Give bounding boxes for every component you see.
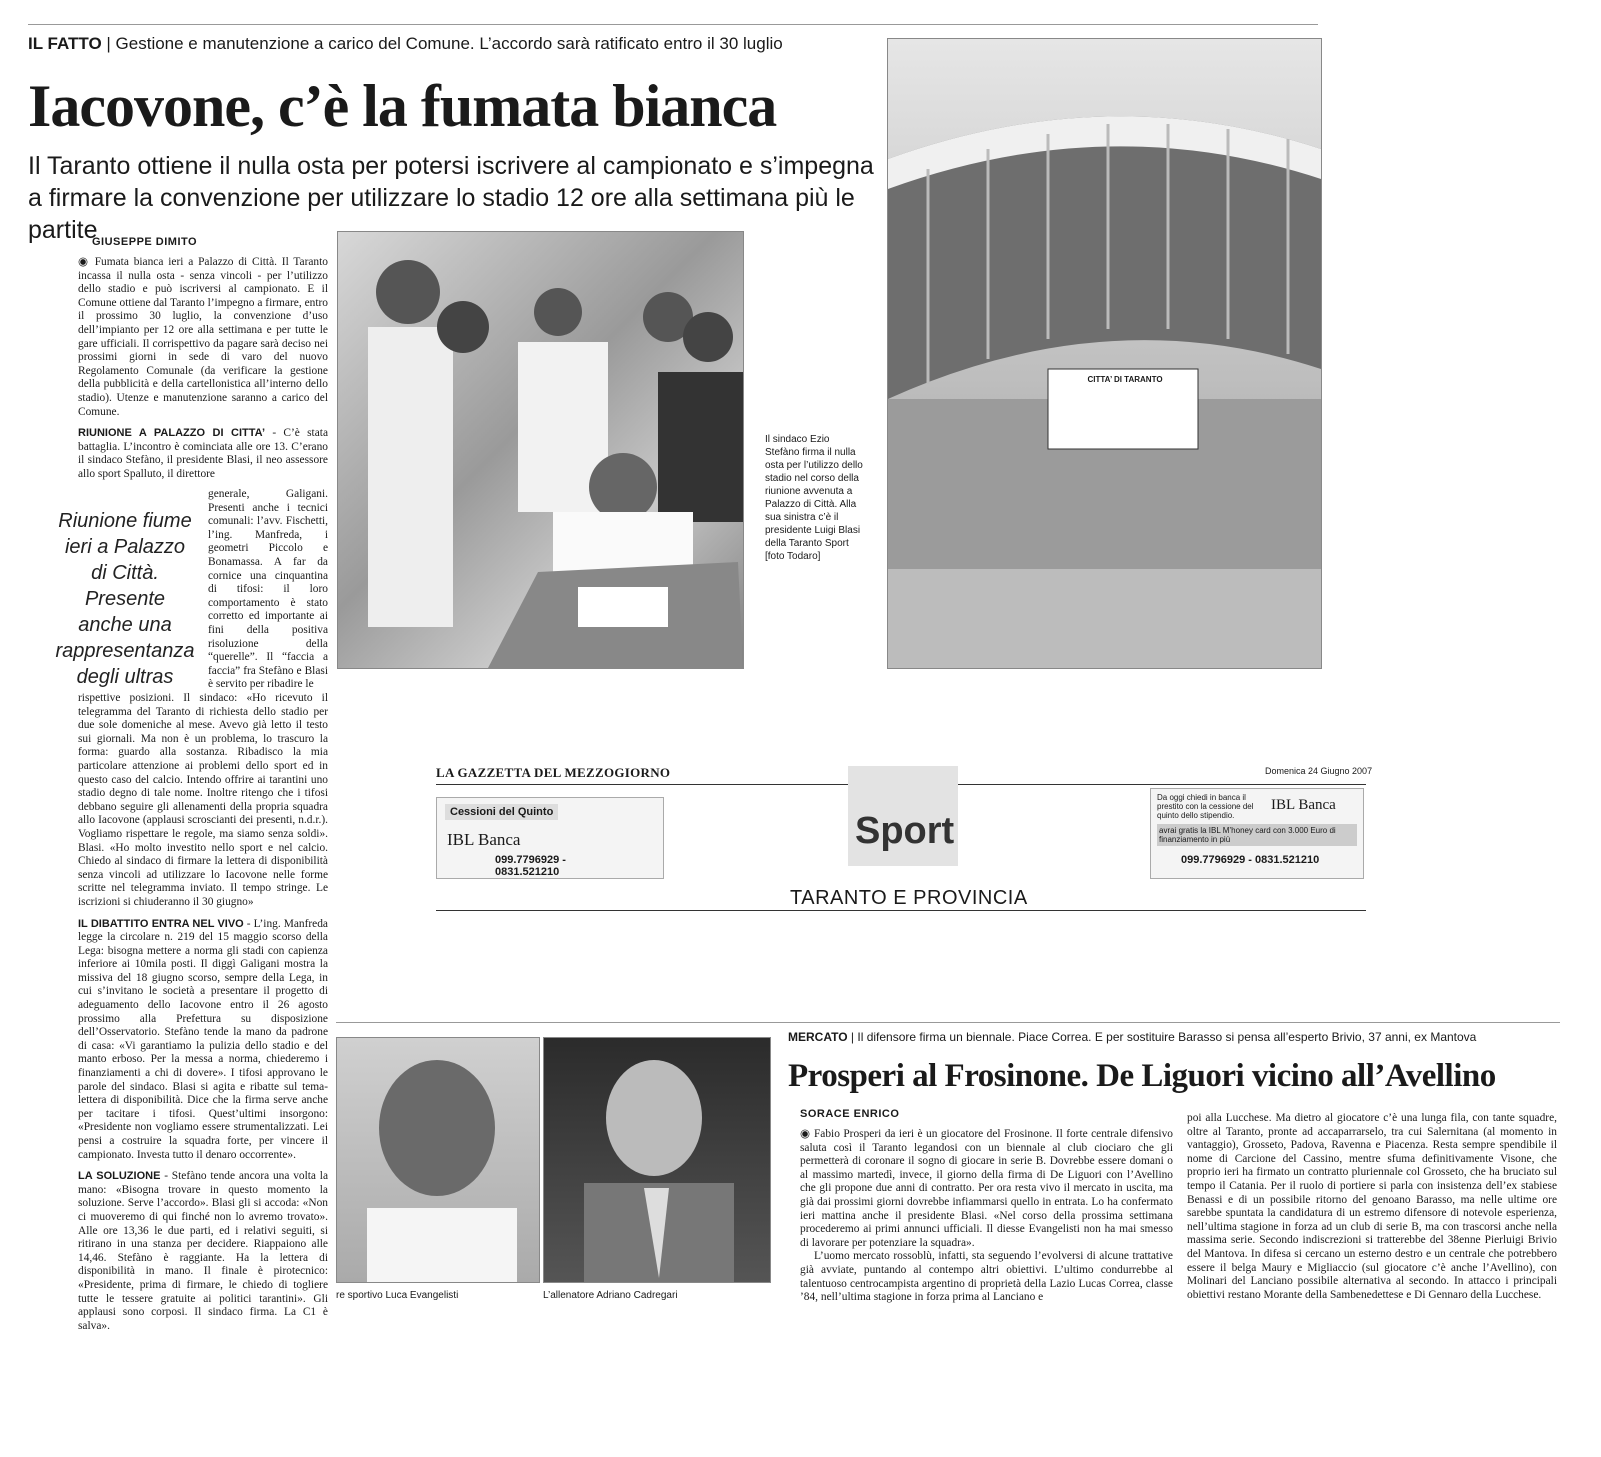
ad-left-phone: 099.7796929 - 0831.521210 (495, 854, 566, 878)
subhead-soluzione: LA SOLUZIONE (78, 1170, 161, 1183)
ad-right (1150, 788, 1364, 879)
photo-caption: Il sindaco Ezio Stefàno firma il nulla osta per l’utilizzo dello stadio nel corso della riunione avvenuta a Palazzo di Città. Alla sua sinistra c’è il presidente Luigi Blasi della Taranto Sport [foto Todaro] (765, 434, 863, 562)
article-2-paragraph-3: poi alla Lucchese. Ma dietro al giocatore c’è una lunga fila, con tante squadre, oltre al Taranto, pronte ad accaparrarselo, tra cui Salernitana (al momento in vantaggio), Grosseto, Padova, Ravenna e Piacenza. Resta sempre spendibile il nome di Carcione del Cassino, mentre sfuma definitivamente Visone, che proprio ieri ha firmato un contratto pluriennale col Grosseto, che ha bruciato sul tempo il Catania. Per il ruolo di portiere si parla con insistenza dell’ex stabiese Benassi e di un possibile ritorno del genoano Barasso, ma nelle ultime ore sarebbe spuntata la candidatura di un estremo difensore di notevole esperienza, nell’ultima stagione in forza ad un club di serie B, ma con trascorsi anche nella massima serie. Secondo indiscrezioni si tratterebbe del 38enne Pierluigi Brivio del Mantova. In difesa si cercano un esterno destro e un centrale che potrebbero essere il belga Maury e Migliaccio (sul giocatore c’è anche l’Avellino), con Molinari del Lanciano possibile alternativa al secondo. In attacco i principali obiettivi restano Morante della Sambenedettese e Di Gennaro della Lucchese. (1187, 1112, 1557, 1301)
article-paragraph-1: Fumata bianca ieri a Palazzo di Città. Il Taranto incassa il nulla osta - senza vincoli - per l’utilizzo dello stadio e può iscriversi al campionato. E il Comune ottiene dal Taranto l’impegno a firmare, entro il prossimo 30 luglio, la convenzione d’uso dell’impianto per 12 ore alla settimana e per tutte le gare ufficiali. Il corrispettivo da pagare sarà deciso nei prossimi giorni in sede di varo del nuovo Regolamento Comunale (da verificare la gestione della pubblicità e della cartellonistica all’interno dello stadio). Utenze e manutenzione saranno a carico del Comune. (78, 256, 328, 418)
article-column-top (78, 256, 328, 482)
stadium-photo (887, 38, 1322, 669)
top-rule (28, 24, 1318, 25)
article-2-column-2 (1187, 1112, 1557, 1310)
region-title: TARANTO E PROVINCIA (790, 887, 1028, 909)
article-2-column-1 (800, 1128, 1173, 1313)
ad-left (436, 797, 664, 879)
kicker-separator: | (106, 34, 116, 53)
cadregari-caption: L’allenatore Adriano Cadregari (543, 1290, 678, 1301)
byline-2: SORACE ENRICO (800, 1108, 900, 1120)
ad-right-bank: IBL Banca (1271, 797, 1336, 813)
evangelisti-photo (336, 1037, 540, 1283)
subhead-dibattito: IL DIBATTITO ENTRA NEL VIVO (78, 917, 244, 930)
kicker (28, 34, 783, 54)
evangelisti-figure (337, 1038, 539, 1282)
article-2-paragraph-2: L’uomo mercato rossoblù, infatti, sta seguendo l’evolversi di alcune trattative già avviate, puntando al contempo altri obiettivi. L’ultimo condurrebbe al talentuoso centrocampista argentino di proprietà della Lazio Lucas Correa, classe ’84, nell’ultima stagione in forza prima al Lanciano e (800, 1250, 1173, 1304)
ad-left-title: Cessioni del Quinto (445, 804, 558, 820)
pullquote: Riunione fiume ieri a Palazzo di Città. Presente anche una rappresentanza degli ultras (55, 510, 195, 688)
article-paragraph-2-intro: - C’è stata battaglia. L’incontro è cominciata alle ore 13. C’erano il sindaco Stefàno, il presidente Blasi, il neo assessore allo sport Spalluto, il direttore (78, 427, 328, 480)
ad-left-bank: IBL Banca (447, 830, 521, 849)
evangelisti-caption: re sportivo Luca Evangelisti (336, 1290, 459, 1301)
banner-rule-bottom (436, 910, 1366, 911)
kicker-2-text: Il difensore firma un biennale. Piace Correa. E per sostituire Barasso si pensa all’esperto Brivio, 37 anni, ex Mantova (857, 1030, 1477, 1044)
section-title: Sport (855, 810, 955, 852)
article-column-bottom (78, 692, 328, 1341)
ad-right-phone: 099.7796929 - 0831.521210 (1181, 854, 1320, 866)
article-paragraph-2-rest: rispettive posizioni. Il sindaco: «Ho ricevuto il telegramma del Taranto di richiesta dello stadio per due sole domeniche al mese. Avevo già letto il testo sui giornali. Ma non è un problema, lo trascuro la forma: guardo alla sostanza. Ribadisco la mia particolare attenzione ai problemi dello sport ed in questo caso del calcio. Intendo offrire ai tarantini uno stadio degno di tale nome. Inoltre ritengo che i tifosi debbano seguire gli allenamenti della propria squadra allo Iacovone (applausi scroscianti dei presenti, n.d.r.). Vogliamo rispettare le regole, ma siamo senza soldi». Blasi. «Ho molto investito nello sport e nel calcio. Chiedo al sindaco di firmare la lettera di disponibilità senza vincoli ad utilizzare lo Iacovone nelle forme scritte nel telegramma inviato. Il tempo stringe. Le iscrizioni si chiuderanno il 30 giugno» (78, 692, 328, 908)
section-rule (336, 1022, 1560, 1023)
subhead-riunione: RIUNIONE A PALAZZO DI CITTA’ (78, 427, 266, 440)
article-paragraph-2-narrow: generale, Galigani. Presenti anche i tecnici comunali: l’avv. Fischetti, l’ing. Manfreda, i geometri Piccolo e Bonamassa. A far da cornice una cinquantina di tifosi: il loro comportamento è stato corretto ed importante ai fini della positiva risoluzione della “querelle”. Il “faccia a faccia” fra Stefàno e Blasi è servito per ribadire le (208, 488, 328, 691)
kicker-text: Gestione e manutenzione a carico del Comune. L’accordo sarà ratificato entro il 30 luglio (115, 34, 783, 53)
newspaper-title: LA GAZZETTA DEL MEZZOGIORNO (436, 765, 671, 780)
kicker-label: IL FATTO (28, 34, 102, 53)
kicker-2-separator: | (850, 1030, 858, 1044)
bullet-icon: ◉ (78, 256, 95, 268)
meeting-photo (337, 231, 744, 669)
article-column-narrow (208, 488, 328, 700)
stadium-sign-text: CITTA’ DI TARANTO (1087, 375, 1163, 384)
deck: Il Taranto ottiene il nulla osta per potersi iscrivere al campionato e s’impegna a firmare la convenzione per utilizzare lo stadio 12 ore alla settimana più le partite (28, 152, 874, 244)
ad-right-promo: avrai gratis la IBL M’honey card con 3.000 Euro di finanziamento in più (1157, 824, 1357, 846)
cadregari-photo (543, 1037, 771, 1283)
meeting-photo-figures (338, 232, 743, 668)
article-paragraph-4: - Stefàno tende ancora una volta la mano: «Bisogna trovare in questo momento la soluzione. Serve l’accordo». Blasi gli si accoda: «Non ci muoveremo di qui finché non lo avremo trovato». Alle ore 13,36 le due parti, ed i relativi seguiti, si ritirano in una stanza per decidere. Riappaiono alle 14,46. Stefàno è raggiante. Ha la lettera di disponibilità in mano. Il finale è pirotecnico: «Presidente, prima di firmare, le chiedo di togliere tutte le tessere gratuite ai politici tarantini». Gli applausi sono corposi. Il sindaco firma. La C1 è salva». (78, 1170, 328, 1332)
headline-2: Prosperi al Frosinone. De Liguori vicino all’Avellino (788, 1058, 1496, 1094)
byline: GIUSEPPE DIMITO (92, 236, 198, 248)
kicker-2 (788, 1030, 1476, 1044)
kicker-2-label: MERCATO (788, 1030, 848, 1044)
ad-right-text: Da oggi chiedi in banca il prestito con la cessione del quinto dello stipendio. (1157, 793, 1254, 820)
stadium-photo-drawing (888, 39, 1321, 668)
newspaper-date: Domenica 24 Giugno 2007 (1265, 766, 1373, 776)
article-2-paragraph-1: Fabio Prosperi da ieri è un giocatore del Frosinone. Il forte centrale difensivo saluta così il Taranto legandosi con un biennale al club ciociaro che gli permetterà di coronare il sogno di giocare in serie B. Dovrebbe essere domani o al massimo martedì, invece, il giorno della firma di De Liguori con l’Avellino che gli propone due anni di contratto. Per ora resta vivo il mercato in uscita, ma già dai prossimi giorni dovrebbe infiammarsi quello in entrata. Lo ha confermato ieri mattina anche il presidente Blasi. «Nel corso della prossima settimana procederemo ai primi annunci ufficiali. Il diesse Evangelisti non ha mai smesso di lavorare per potenziare la squadra». (800, 1128, 1173, 1249)
article-paragraph-3: - L’ing. Manfreda legge la circolare n. 219 del 15 maggio scorso della Lega: bisogna mettere a norma gli stadi con capienza inferiore ai 10mila posti. Il diggì Galigani mostra la missiva del 18 giugno scorso, sempre della Lega, in cui s’invitano le società a presentare il progetto di adeguamento dello Iacovone entro il 26 agosto prossimo alla Prefettura su disposizione dell’Osservatorio. Stefàno tende la mano da padrone di casa: «Vi garantiamo la pulizia dello stadio e del manto erboso. Per la messa a norma, chiederemo i finanziamenti a chi di dovere». I tifosi approvano le parole del sindaco. Blasi si agita e ribatte sul tema-lettera di disponibilità. Dice che la firma serve anche per tacitare i tifosi. Quest’ultimi insorgono: «Presidente non vogliamo essere strumentalizzati. Lei pensi a costruire la squadra forte, per vincere il campionato. Investa tutto il denaro occorrente». (78, 917, 328, 1161)
cadregari-figure (544, 1038, 770, 1282)
headline: Iacovone, c’è la fumata bianca (28, 73, 777, 139)
bullet-icon: ◉ (800, 1128, 814, 1140)
